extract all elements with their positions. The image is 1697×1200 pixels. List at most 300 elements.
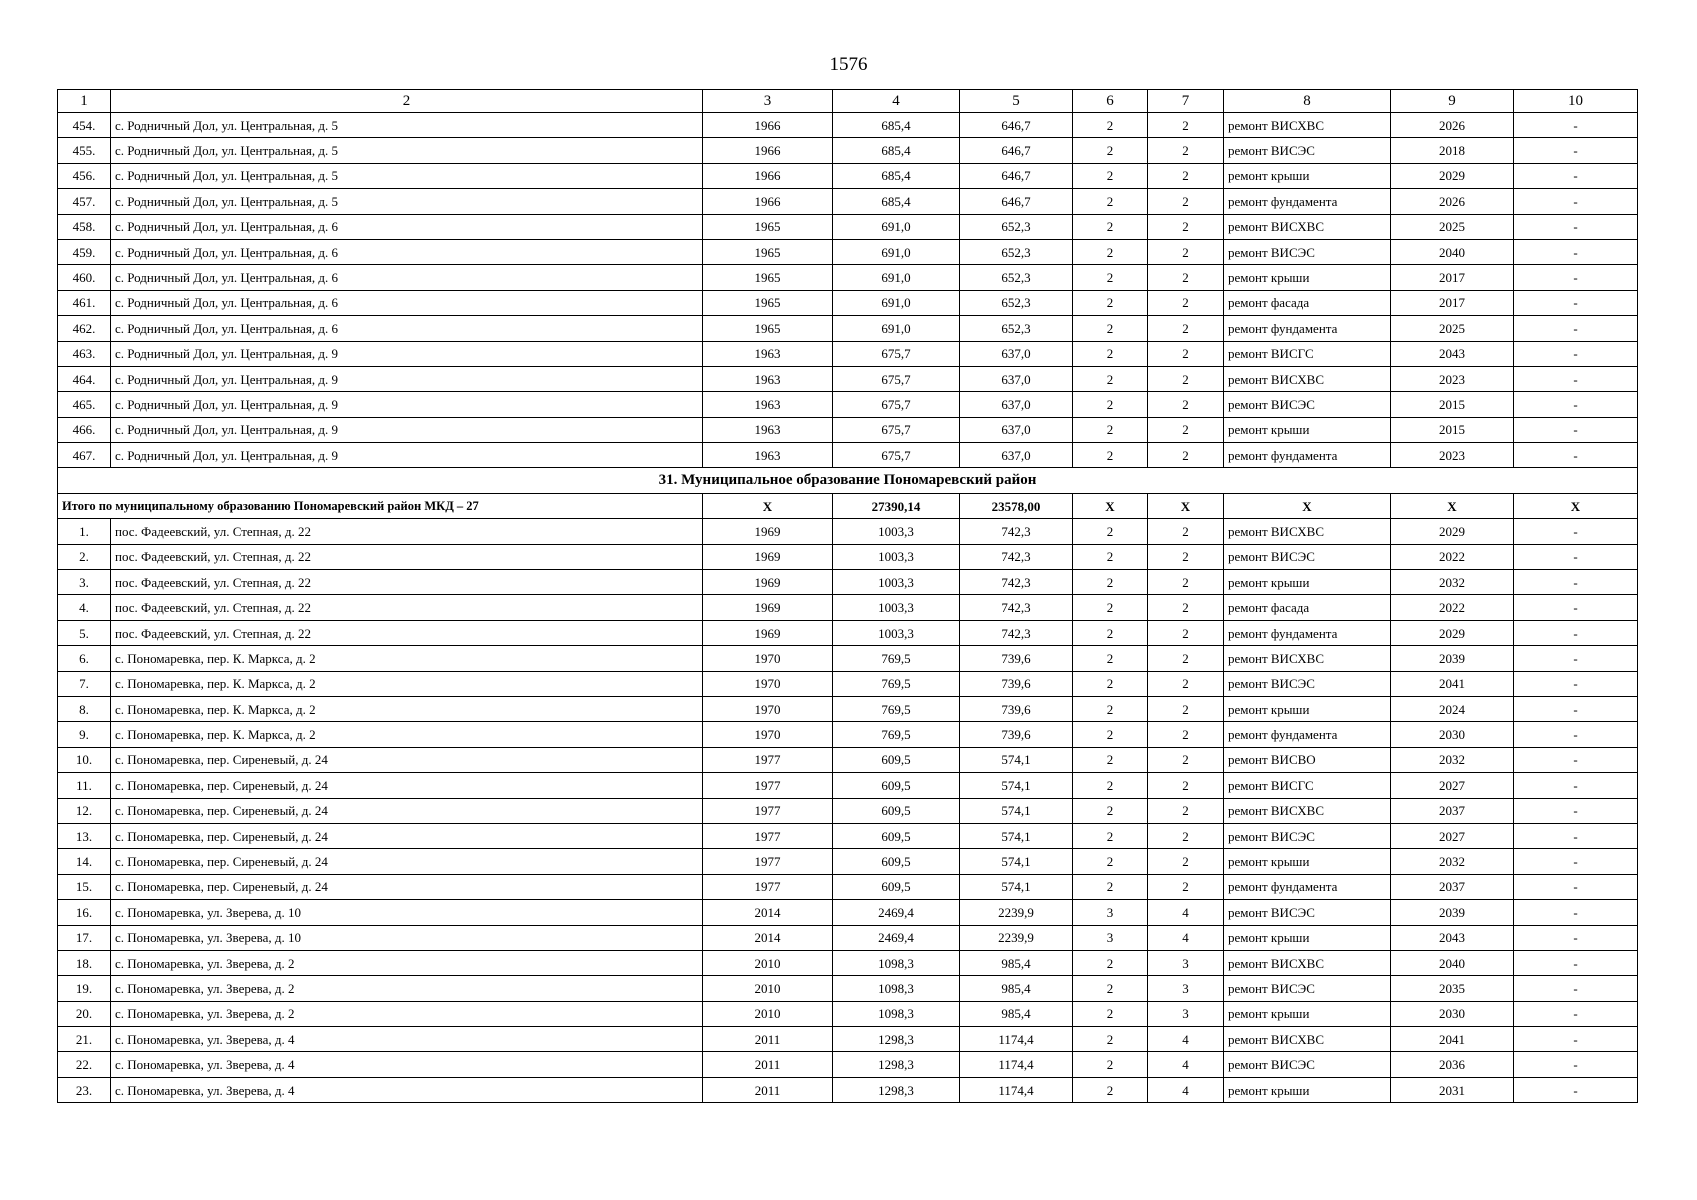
address-cell: с. Родничный Дол, ул. Центральная, д. 6 <box>111 290 703 315</box>
address-cell: с. Пономаревка, пер. Сиреневый, д. 24 <box>111 874 703 899</box>
floors-cell: 2 <box>1073 214 1148 239</box>
row-number-cell: 4. <box>58 595 111 620</box>
year-cell: 1963 <box>703 366 833 391</box>
floors-cell: 2 <box>1073 646 1148 671</box>
total-cell: Х <box>1391 493 1514 518</box>
floors-cell: 2 <box>1073 138 1148 163</box>
table-row <box>58 316 1638 341</box>
entrances-cell: 2 <box>1148 544 1224 569</box>
row-number-cell: 17. <box>58 925 111 950</box>
year-cell: 1977 <box>703 747 833 772</box>
floors-cell: 2 <box>1073 316 1148 341</box>
floors-cell: 2 <box>1073 570 1148 595</box>
row-number-cell: 457. <box>58 189 111 214</box>
section-heading-row <box>58 468 1638 493</box>
floors-cell: 2 <box>1073 620 1148 645</box>
address-cell: с. Родничный Дол, ул. Центральная, д. 5 <box>111 189 703 214</box>
work-type-cell: ремонт крыши <box>1224 696 1391 721</box>
total-area-cell: 691,0 <box>833 265 960 290</box>
entrances-cell: 2 <box>1148 366 1224 391</box>
living-area-cell: 742,3 <box>960 570 1073 595</box>
total-cell: 27390,14 <box>833 493 960 518</box>
plan-year-cell: 2037 <box>1391 798 1514 823</box>
entrances-cell: 2 <box>1148 646 1224 671</box>
plan-year-cell: 2029 <box>1391 620 1514 645</box>
total-area-cell: 675,7 <box>833 366 960 391</box>
living-area-cell: 646,7 <box>960 138 1073 163</box>
total-area-cell: 685,4 <box>833 163 960 188</box>
plan-year-cell: 2043 <box>1391 341 1514 366</box>
header-cell: 5 <box>960 90 1073 113</box>
entrances-cell: 2 <box>1148 696 1224 721</box>
address-cell: с. Пономаревка, ул. Зверева, д. 10 <box>111 900 703 925</box>
work-type-cell: ремонт ВИСЭС <box>1224 138 1391 163</box>
address-cell: с. Пономаревка, пер. К. Маркса, д. 2 <box>111 722 703 747</box>
total-area-cell: 1098,3 <box>833 976 960 1001</box>
note-cell: - <box>1514 823 1638 848</box>
note-cell: - <box>1514 798 1638 823</box>
work-type-cell: ремонт крыши <box>1224 925 1391 950</box>
total-area-cell: 1298,3 <box>833 1077 960 1102</box>
table-row <box>58 1052 1638 1077</box>
note-cell: - <box>1514 950 1638 975</box>
address-cell: с. Родничный Дол, ул. Центральная, д. 9 <box>111 417 703 442</box>
total-area-cell: 685,4 <box>833 138 960 163</box>
year-cell: 2010 <box>703 950 833 975</box>
floors-cell: 2 <box>1073 595 1148 620</box>
floors-cell: 2 <box>1073 823 1148 848</box>
living-area-cell: 985,4 <box>960 1001 1073 1026</box>
header-cell: 9 <box>1391 90 1514 113</box>
floors-cell: 2 <box>1073 773 1148 798</box>
table-row <box>58 976 1638 1001</box>
plan-year-cell: 2041 <box>1391 1027 1514 1052</box>
total-area-cell: 691,0 <box>833 290 960 315</box>
living-area-cell: 637,0 <box>960 417 1073 442</box>
address-cell: с. Пономаревка, ул. Зверева, д. 4 <box>111 1077 703 1102</box>
address-cell: с. Пономаревка, пер. Сиреневый, д. 24 <box>111 747 703 772</box>
note-cell: - <box>1514 747 1638 772</box>
plan-year-cell: 2031 <box>1391 1077 1514 1102</box>
total-area-cell: 609,5 <box>833 798 960 823</box>
work-type-cell: ремонт ВИСХВС <box>1224 366 1391 391</box>
plan-year-cell: 2029 <box>1391 519 1514 544</box>
year-cell: 1965 <box>703 316 833 341</box>
address-cell: с. Родничный Дол, ул. Центральная, д. 9 <box>111 392 703 417</box>
table-row <box>58 595 1638 620</box>
year-cell: 1977 <box>703 823 833 848</box>
row-number-cell: 463. <box>58 341 111 366</box>
living-area-cell: 646,7 <box>960 163 1073 188</box>
living-area-cell: 646,7 <box>960 113 1073 138</box>
address-cell: пос. Фадеевский, ул. Степная, д. 22 <box>111 595 703 620</box>
entrances-cell: 2 <box>1148 265 1224 290</box>
living-area-cell: 1174,4 <box>960 1077 1073 1102</box>
note-cell: - <box>1514 671 1638 696</box>
floors-cell: 2 <box>1073 163 1148 188</box>
row-number-cell: 16. <box>58 900 111 925</box>
year-cell: 2014 <box>703 925 833 950</box>
year-cell: 1977 <box>703 874 833 899</box>
entrances-cell: 2 <box>1148 239 1224 264</box>
table-row <box>58 265 1638 290</box>
table-row <box>58 798 1638 823</box>
living-area-cell: 574,1 <box>960 773 1073 798</box>
row-number-cell: 21. <box>58 1027 111 1052</box>
plan-year-cell: 2040 <box>1391 239 1514 264</box>
year-cell: 1969 <box>703 595 833 620</box>
work-type-cell: ремонт ВИСЭС <box>1224 239 1391 264</box>
living-area-cell: 637,0 <box>960 443 1073 468</box>
total-cell: Х <box>1148 493 1224 518</box>
address-cell: с. Пономаревка, ул. Зверева, д. 4 <box>111 1027 703 1052</box>
living-area-cell: 574,1 <box>960 823 1073 848</box>
entrances-cell: 3 <box>1148 976 1224 1001</box>
total-area-cell: 1298,3 <box>833 1027 960 1052</box>
floors-cell: 2 <box>1073 1052 1148 1077</box>
entrances-cell: 2 <box>1148 214 1224 239</box>
address-cell: с. Родничный Дол, ул. Центральная, д. 6 <box>111 265 703 290</box>
work-type-cell: ремонт ВИСХВС <box>1224 1027 1391 1052</box>
total-area-cell: 691,0 <box>833 316 960 341</box>
plan-year-cell: 2043 <box>1391 925 1514 950</box>
floors-cell: 2 <box>1073 1027 1148 1052</box>
address-cell: с. Родничный Дол, ул. Центральная, д. 9 <box>111 341 703 366</box>
section-title: 31. Муниципальное образование Пономаревский район <box>58 468 1638 493</box>
table-row <box>58 163 1638 188</box>
row-number-cell: 466. <box>58 417 111 442</box>
row-number-cell: 19. <box>58 976 111 1001</box>
note-cell: - <box>1514 366 1638 391</box>
living-area-cell: 742,3 <box>960 595 1073 620</box>
table-row <box>58 900 1638 925</box>
living-area-cell: 652,3 <box>960 239 1073 264</box>
plan-year-cell: 2015 <box>1391 392 1514 417</box>
address-cell: с. Родничный Дол, ул. Центральная, д. 5 <box>111 113 703 138</box>
plan-year-cell: 2030 <box>1391 722 1514 747</box>
total-area-cell: 769,5 <box>833 646 960 671</box>
total-area-cell: 609,5 <box>833 747 960 772</box>
address-cell: с. Пономаревка, пер. Сиреневый, д. 24 <box>111 823 703 848</box>
table-row <box>58 113 1638 138</box>
plan-year-cell: 2015 <box>1391 417 1514 442</box>
table-row <box>58 519 1638 544</box>
entrances-cell: 2 <box>1148 138 1224 163</box>
address-cell: с. Пономаревка, ул. Зверева, д. 2 <box>111 976 703 1001</box>
header-cell: 10 <box>1514 90 1638 113</box>
table-row <box>58 646 1638 671</box>
note-cell: - <box>1514 544 1638 569</box>
work-type-cell: ремонт крыши <box>1224 265 1391 290</box>
plan-year-cell: 2041 <box>1391 671 1514 696</box>
floors-cell: 3 <box>1073 900 1148 925</box>
living-area-cell: 652,3 <box>960 290 1073 315</box>
table-body-top <box>58 113 1638 468</box>
entrances-cell: 2 <box>1148 163 1224 188</box>
entrances-cell: 4 <box>1148 1052 1224 1077</box>
total-area-cell: 685,4 <box>833 189 960 214</box>
year-cell: 1965 <box>703 290 833 315</box>
row-number-cell: 13. <box>58 823 111 848</box>
total-area-cell: 1003,3 <box>833 519 960 544</box>
table-row <box>58 417 1638 442</box>
floors-cell: 2 <box>1073 1001 1148 1026</box>
work-type-cell: ремонт ВИСЭС <box>1224 392 1391 417</box>
row-number-cell: 7. <box>58 671 111 696</box>
year-cell: 1977 <box>703 798 833 823</box>
table-body-bottom <box>58 519 1638 1103</box>
entrances-cell: 2 <box>1148 874 1224 899</box>
work-type-cell: ремонт фундамента <box>1224 189 1391 214</box>
table-row <box>58 925 1638 950</box>
note-cell: - <box>1514 1052 1638 1077</box>
row-number-cell: 467. <box>58 443 111 468</box>
address-cell: с. Родничный Дол, ул. Центральная, д. 5 <box>111 163 703 188</box>
year-cell: 1963 <box>703 443 833 468</box>
header-cell: 8 <box>1224 90 1391 113</box>
plan-year-cell: 2018 <box>1391 138 1514 163</box>
row-number-cell: 3. <box>58 570 111 595</box>
entrances-cell: 2 <box>1148 189 1224 214</box>
entrances-cell: 2 <box>1148 290 1224 315</box>
address-cell: с. Пономаревка, ул. Зверева, д. 10 <box>111 925 703 950</box>
living-area-cell: 574,1 <box>960 747 1073 772</box>
total-area-cell: 609,5 <box>833 773 960 798</box>
total-area-cell: 1003,3 <box>833 544 960 569</box>
year-cell: 1970 <box>703 671 833 696</box>
row-number-cell: 461. <box>58 290 111 315</box>
note-cell: - <box>1514 239 1638 264</box>
total-area-cell: 2469,4 <box>833 900 960 925</box>
row-number-cell: 23. <box>58 1077 111 1102</box>
row-number-cell: 14. <box>58 849 111 874</box>
floors-cell: 2 <box>1073 189 1148 214</box>
table-row <box>58 138 1638 163</box>
floors-cell: 2 <box>1073 519 1148 544</box>
table-row <box>58 823 1638 848</box>
note-cell: - <box>1514 976 1638 1001</box>
work-type-cell: ремонт ВИСЭС <box>1224 544 1391 569</box>
note-cell: - <box>1514 316 1638 341</box>
table-row <box>58 849 1638 874</box>
work-type-cell: ремонт ВИСГС <box>1224 773 1391 798</box>
note-cell: - <box>1514 265 1638 290</box>
note-cell: - <box>1514 443 1638 468</box>
page-number: 1576 <box>829 54 868 75</box>
year-cell: 1977 <box>703 773 833 798</box>
row-number-cell: 12. <box>58 798 111 823</box>
floors-cell: 2 <box>1073 265 1148 290</box>
floors-cell: 3 <box>1073 925 1148 950</box>
table-row <box>58 1027 1638 1052</box>
year-cell: 2011 <box>703 1027 833 1052</box>
living-area-cell: 742,3 <box>960 544 1073 569</box>
note-cell: - <box>1514 214 1638 239</box>
floors-cell: 2 <box>1073 366 1148 391</box>
total-area-cell: 2469,4 <box>833 925 960 950</box>
living-area-cell: 574,1 <box>960 874 1073 899</box>
year-cell: 2011 <box>703 1052 833 1077</box>
entrances-cell: 2 <box>1148 722 1224 747</box>
living-area-cell: 574,1 <box>960 798 1073 823</box>
row-number-cell: 5. <box>58 620 111 645</box>
note-cell: - <box>1514 925 1638 950</box>
year-cell: 2010 <box>703 1001 833 1026</box>
work-type-cell: ремонт крыши <box>1224 1077 1391 1102</box>
entrances-cell: 2 <box>1148 392 1224 417</box>
entrances-cell: 2 <box>1148 849 1224 874</box>
table-row <box>58 620 1638 645</box>
row-number-cell: 18. <box>58 950 111 975</box>
living-area-cell: 1174,4 <box>960 1052 1073 1077</box>
total-area-cell: 1298,3 <box>833 1052 960 1077</box>
plan-year-cell: 2032 <box>1391 570 1514 595</box>
living-area-cell: 985,4 <box>960 976 1073 1001</box>
note-cell: - <box>1514 290 1638 315</box>
table-row <box>58 239 1638 264</box>
floors-cell: 2 <box>1073 747 1148 772</box>
living-area-cell: 2239,9 <box>960 900 1073 925</box>
note-cell: - <box>1514 900 1638 925</box>
floors-cell: 2 <box>1073 950 1148 975</box>
total-cell: 23578,00 <box>960 493 1073 518</box>
table-row <box>58 747 1638 772</box>
year-cell: 2014 <box>703 900 833 925</box>
plan-year-cell: 2017 <box>1391 265 1514 290</box>
address-cell: с. Родничный Дол, ул. Центральная, д. 6 <box>111 316 703 341</box>
plan-year-cell: 2026 <box>1391 113 1514 138</box>
plan-year-cell: 2026 <box>1391 189 1514 214</box>
entrances-cell: 3 <box>1148 950 1224 975</box>
note-cell: - <box>1514 392 1638 417</box>
year-cell: 2011 <box>703 1077 833 1102</box>
total-cell: Х <box>1514 493 1638 518</box>
note-cell: - <box>1514 341 1638 366</box>
work-type-cell: ремонт крыши <box>1224 417 1391 442</box>
living-area-cell: 739,6 <box>960 696 1073 721</box>
total-area-cell: 675,7 <box>833 443 960 468</box>
row-number-cell: 455. <box>58 138 111 163</box>
work-type-cell: ремонт крыши <box>1224 163 1391 188</box>
total-area-cell: 609,5 <box>833 849 960 874</box>
total-area-cell: 675,7 <box>833 392 960 417</box>
living-area-cell: 1174,4 <box>960 1027 1073 1052</box>
table-row <box>58 1077 1638 1102</box>
plan-year-cell: 2037 <box>1391 874 1514 899</box>
work-type-cell: ремонт фасада <box>1224 290 1391 315</box>
year-cell: 1970 <box>703 646 833 671</box>
row-number-cell: 20. <box>58 1001 111 1026</box>
year-cell: 1966 <box>703 189 833 214</box>
living-area-cell: 2239,9 <box>960 925 1073 950</box>
floors-cell: 2 <box>1073 417 1148 442</box>
table-row <box>58 671 1638 696</box>
entrances-cell: 2 <box>1148 443 1224 468</box>
year-cell: 2010 <box>703 976 833 1001</box>
year-cell: 1963 <box>703 392 833 417</box>
note-cell: - <box>1514 138 1638 163</box>
table-row <box>58 722 1638 747</box>
address-cell: пос. Фадеевский, ул. Степная, д. 22 <box>111 620 703 645</box>
year-cell: 1966 <box>703 113 833 138</box>
row-number-cell: 459. <box>58 239 111 264</box>
living-area-cell: 574,1 <box>960 849 1073 874</box>
floors-cell: 2 <box>1073 544 1148 569</box>
note-cell: - <box>1514 874 1638 899</box>
note-cell: - <box>1514 570 1638 595</box>
note-cell: - <box>1514 696 1638 721</box>
year-cell: 1970 <box>703 722 833 747</box>
note-cell: - <box>1514 773 1638 798</box>
note-cell: - <box>1514 1077 1638 1102</box>
living-area-cell: 646,7 <box>960 189 1073 214</box>
table-row <box>58 950 1638 975</box>
entrances-cell: 2 <box>1148 595 1224 620</box>
table-row <box>58 874 1638 899</box>
work-type-cell: ремонт ВИСХВС <box>1224 113 1391 138</box>
living-area-cell: 739,6 <box>960 671 1073 696</box>
table-row <box>58 570 1638 595</box>
floors-cell: 2 <box>1073 341 1148 366</box>
table-row <box>58 189 1638 214</box>
entrances-cell: 2 <box>1148 570 1224 595</box>
total-area-cell: 685,4 <box>833 113 960 138</box>
address-cell: с. Пономаревка, пер. Сиреневый, д. 24 <box>111 798 703 823</box>
total-area-cell: 1098,3 <box>833 1001 960 1026</box>
note-cell: - <box>1514 519 1638 544</box>
total-area-cell: 769,5 <box>833 722 960 747</box>
year-cell: 1963 <box>703 417 833 442</box>
work-type-cell: ремонт фундамента <box>1224 316 1391 341</box>
work-type-cell: ремонт крыши <box>1224 570 1391 595</box>
entrances-cell: 2 <box>1148 417 1224 442</box>
address-cell: с. Пономаревка, ул. Зверева, д. 2 <box>111 1001 703 1026</box>
plan-year-cell: 2035 <box>1391 976 1514 1001</box>
address-cell: с. Родничный Дол, ул. Центральная, д. 9 <box>111 366 703 391</box>
note-cell: - <box>1514 417 1638 442</box>
row-number-cell: 464. <box>58 366 111 391</box>
total-area-cell: 1098,3 <box>833 950 960 975</box>
note-cell: - <box>1514 113 1638 138</box>
entrances-cell: 3 <box>1148 1001 1224 1026</box>
total-area-cell: 1003,3 <box>833 620 960 645</box>
address-cell: с. Пономаревка, пер. Сиреневый, д. 24 <box>111 849 703 874</box>
work-type-cell: ремонт фундамента <box>1224 874 1391 899</box>
work-type-cell: ремонт фасада <box>1224 595 1391 620</box>
row-number-cell: 454. <box>58 113 111 138</box>
header-cell: 7 <box>1148 90 1224 113</box>
section-total-row <box>58 493 1638 518</box>
entrances-cell: 2 <box>1148 823 1224 848</box>
table-row <box>58 290 1638 315</box>
address-cell: с. Пономаревка, пер. К. Маркса, д. 2 <box>111 696 703 721</box>
header-row <box>58 90 1638 113</box>
living-area-cell: 637,0 <box>960 341 1073 366</box>
table-row <box>58 366 1638 391</box>
living-area-cell: 652,3 <box>960 214 1073 239</box>
year-cell: 1966 <box>703 138 833 163</box>
entrances-cell: 4 <box>1148 900 1224 925</box>
year-cell: 1963 <box>703 341 833 366</box>
address-cell: с. Пономаревка, пер. Сиреневый, д. 24 <box>111 773 703 798</box>
plan-year-cell: 2022 <box>1391 595 1514 620</box>
row-number-cell: 465. <box>58 392 111 417</box>
total-cell: Х <box>1224 493 1391 518</box>
plan-year-cell: 2032 <box>1391 747 1514 772</box>
plan-year-cell: 2032 <box>1391 849 1514 874</box>
note-cell: - <box>1514 849 1638 874</box>
plan-year-cell: 2036 <box>1391 1052 1514 1077</box>
